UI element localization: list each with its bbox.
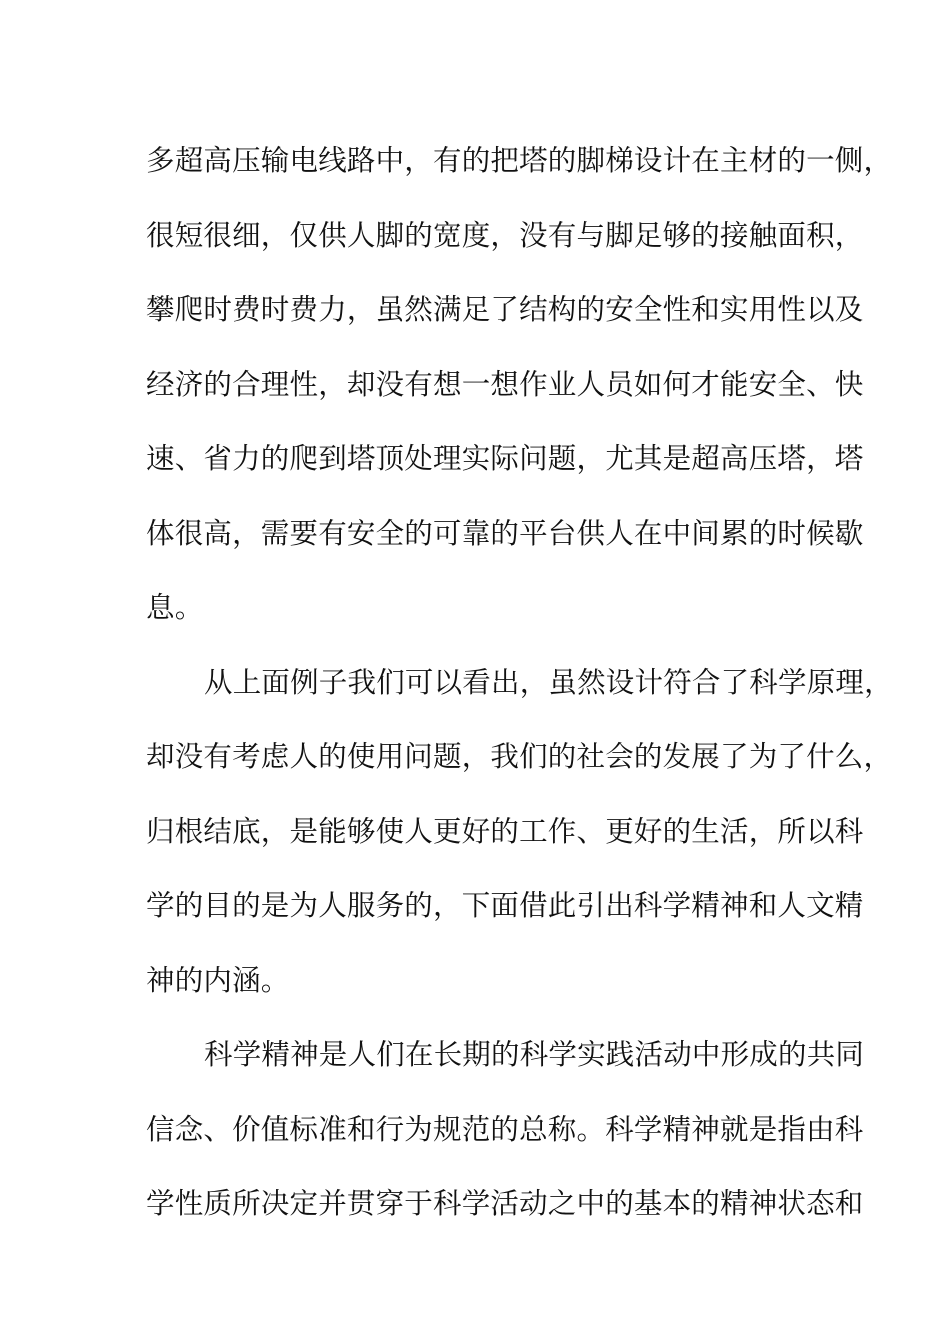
text-line: 攀爬时费时费力，虽然满足了结构的安全性和实用性以及 <box>146 293 864 326</box>
text-line: 多超高压输电线路中，有的把塔的脚梯设计在主材的一侧， <box>146 144 893 177</box>
text-line: 体很高，需要有安全的可靠的平台供人在中间累的时候歇 <box>146 516 864 550</box>
text-line: 学性质所决定并贯穿于科学活动之中的基本的精神状态和 <box>146 1187 864 1220</box>
text-line: 息。 <box>146 591 204 624</box>
text-line: 学的目的是为人服务的，下面借此引出科学精神和人文精 <box>146 889 864 922</box>
text-line: 经济的合理性，却没有想一想作业人员如何才能安全、快 <box>146 367 864 401</box>
text-line: 速、省力的爬到塔顶处理实际问题，尤其是超高压塔，塔 <box>146 442 864 475</box>
paragraph-start-line: 从上面例子我们可以看出，虽然设计符合了科学原理， <box>204 665 893 699</box>
text-line: 却没有考虑人的使用问题，我们的社会的发展了为了什么， <box>146 740 893 773</box>
body-text <box>146 124 893 1242</box>
text-line: 神的内涵。 <box>146 963 290 997</box>
text-line: 归根结底，是能够使人更好的工作、更好的生活，所以科 <box>146 814 864 848</box>
text-line: 很短很细，仅供人脚的宽度，没有与脚足够的接触面积， <box>146 218 864 252</box>
text-line: 信念、价值标准和行为规范的总称。科学精神就是指由科 <box>146 1112 864 1146</box>
paragraph-start-line: 科学精神是人们在长期的科学实践活动中形成的共同 <box>204 1038 865 1071</box>
